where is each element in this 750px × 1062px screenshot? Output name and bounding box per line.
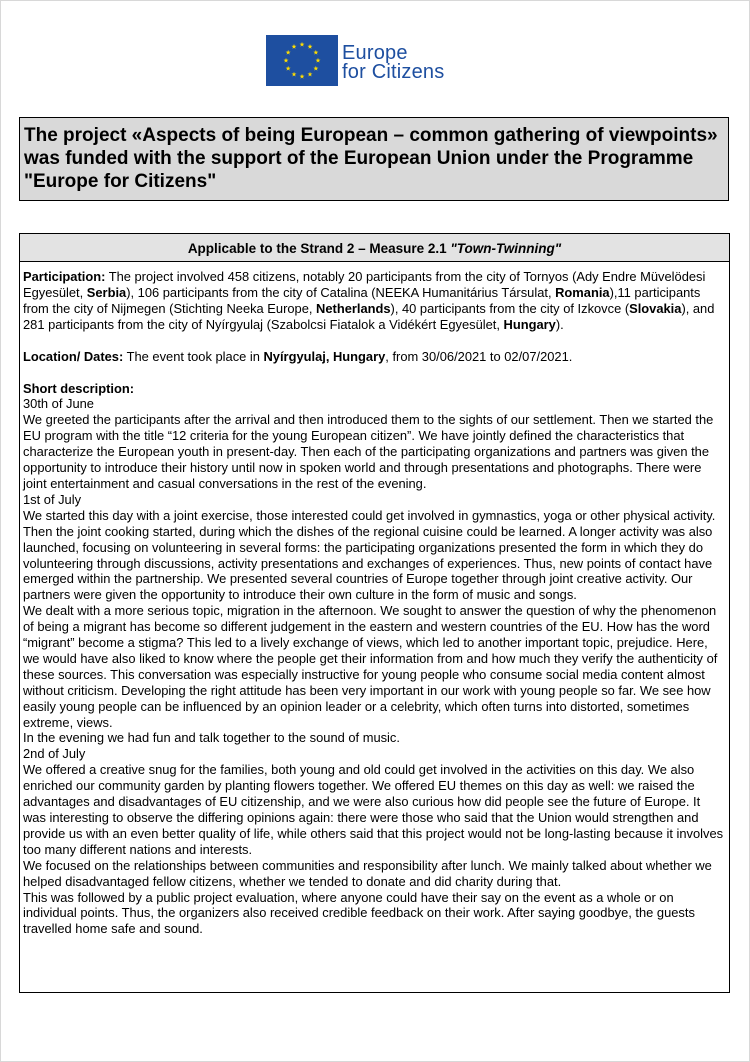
participation-text: ), 106 participants from the city of Catalina (NEEKA Humanitárius Társulat,: [126, 284, 556, 300]
participation-text: The project involved 458 citizens, notably 20 participants from the city of Tornyos (Ady Endre Müvelödesi Egyesület,: [23, 269, 706, 300]
description-paragraph: This was followed by a public project evaluation, where anyone could have their say on the event as a whole or on individual points. Thus, the organizers also received credible feedback on their work. After saying goodbye, the guests travelled home safe and sound.: [23, 889, 695, 937]
description-paragraph: In the evening we had fun and talk together to the sound of music.: [23, 730, 400, 746]
country-slovakia: Slovakia: [629, 300, 682, 316]
document-title: The project «Aspects of being European – common gathering of viewpoints» was funded with the support of the European Union under the Programme "Europe for Citizens": [24, 125, 718, 192]
strand-prefix: Applicable to the Strand 2 – Measure 2.1: [187, 241, 451, 256]
location-paragraph: [23, 349, 726, 365]
participation-paragraph: [23, 269, 726, 333]
description-paragraph: We started this day with a joint exercise, those interested could get involved in gymnastics, yoga or other physical activity. Then the joint cooking started, during which the dishes of the regional cuisine could be learned. A longer activity was also launched, focusing on volunteering in several forms: the participating organizations presented the form in which they do volunteering through discussions, activity presentations and exchanges of experiences. Thus, new points of contact have emerged within the partnership. We presented several countries of Europe together through joint creative activity. Our partners were given the opportunity to introduce their own culture in the form of music and songs.: [23, 507, 716, 603]
logo-line-2: for Citizens: [342, 61, 445, 83]
description-paragraph: We focused on the relationships between communities and responsibility after lunch. We mainly talked about whether we helped disadvantaged fellow citizens, whether we tended to donate and did charity during that.: [23, 857, 712, 889]
location-place: Nyírgyulaj, Hungary: [263, 348, 386, 364]
description-paragraph: We dealt with a more serious topic, migration in the afternoon. We sought to answer the question of why the phenomenon of being a migrant has become so different judgement in the eastern and western countries of the EU. How has the word “migrant” become a stigma? This led to a lively exchange of views, which led to another important topic, prejudice. Here, we would have also liked to know where the people get their information from and how much they verify the authenticity of these sources. This conversation was especially instructive for young people who consume social media content almost without criticism. Developing the right attitude has been very important in our work with young people so far. We see how easily young people can be influenced by an opinion leader or a celebrity, which often turns into distorted, sometimes extreme, views.: [23, 603, 718, 730]
content-box: [19, 233, 730, 993]
participation-text: ), and 281 participants from the city of Nyírgyulaj (Szabolcsi Fiatalok a Vidékért Egyesület,: [23, 300, 715, 332]
day-heading-july-1: 1st of July: [23, 491, 82, 507]
participation-text: ).: [555, 316, 564, 332]
europe-for-citizens-logo: [266, 35, 444, 86]
participation-text: ),11 participants from the city of Nijmegen (Stichting Neeka Europe,: [23, 284, 701, 316]
description-paragraph: We offered a creative snug for the families, both young and old could get involved in the activities on this day. We also enriched our community garden by planting flowers together. We offered EU themes on this day as well: we raised the advantages and disadvantages of EU citizenship, and we were also curious how did people see the future of Europe. It was interesting to observe the differing opinions again: there were those who said that the Union would strengthen and provide us with an even better quality of life, while others said that this project would not be long-lasting because it involves too many different nations and interests.: [23, 762, 724, 857]
description-label: [23, 381, 726, 397]
country-netherlands: Netherlands: [316, 300, 391, 316]
location-label: Location/ Dates:: [23, 348, 124, 364]
location-dates: , from 30/06/2021 to 02/07/2021.: [385, 348, 573, 364]
country-romania: Romania: [555, 284, 610, 300]
logo-text: [342, 35, 444, 82]
location-text: The event took place in: [123, 348, 264, 364]
participation-text: ), 40 participants from the city of Izkovce (: [390, 300, 630, 316]
country-hungary: Hungary: [503, 316, 556, 332]
country-serbia: Serbia: [86, 284, 127, 300]
day-heading-june-30: 30th of June: [23, 396, 94, 412]
description-paragraph: We greeted the participants after the arrival and then introduced them to the sights of our settlement. Then we started the EU program with the title “12 criteria for the young European citizen”. We have jointly defined the characteristics that characterize the European youth in present-day. Then each of the participating organizations and partners was given the opportunity to introduce their history until now in spoken world and through presentations and photographs. There were joint entertainment and casual conversations in the rest of the evening.: [23, 412, 714, 491]
body-text: [20, 262, 729, 937]
participation-label: Participation:: [23, 269, 106, 284]
strand-header: [20, 234, 729, 262]
strand-measure: "Town-Twinning": [450, 241, 562, 256]
logo-line-1: Europe: [342, 42, 408, 64]
description-label-text: Short description:: [23, 380, 135, 396]
day-heading-july-2: 2nd of July: [23, 746, 86, 762]
eu-flag-icon: [266, 35, 338, 86]
title-box: [19, 117, 729, 201]
